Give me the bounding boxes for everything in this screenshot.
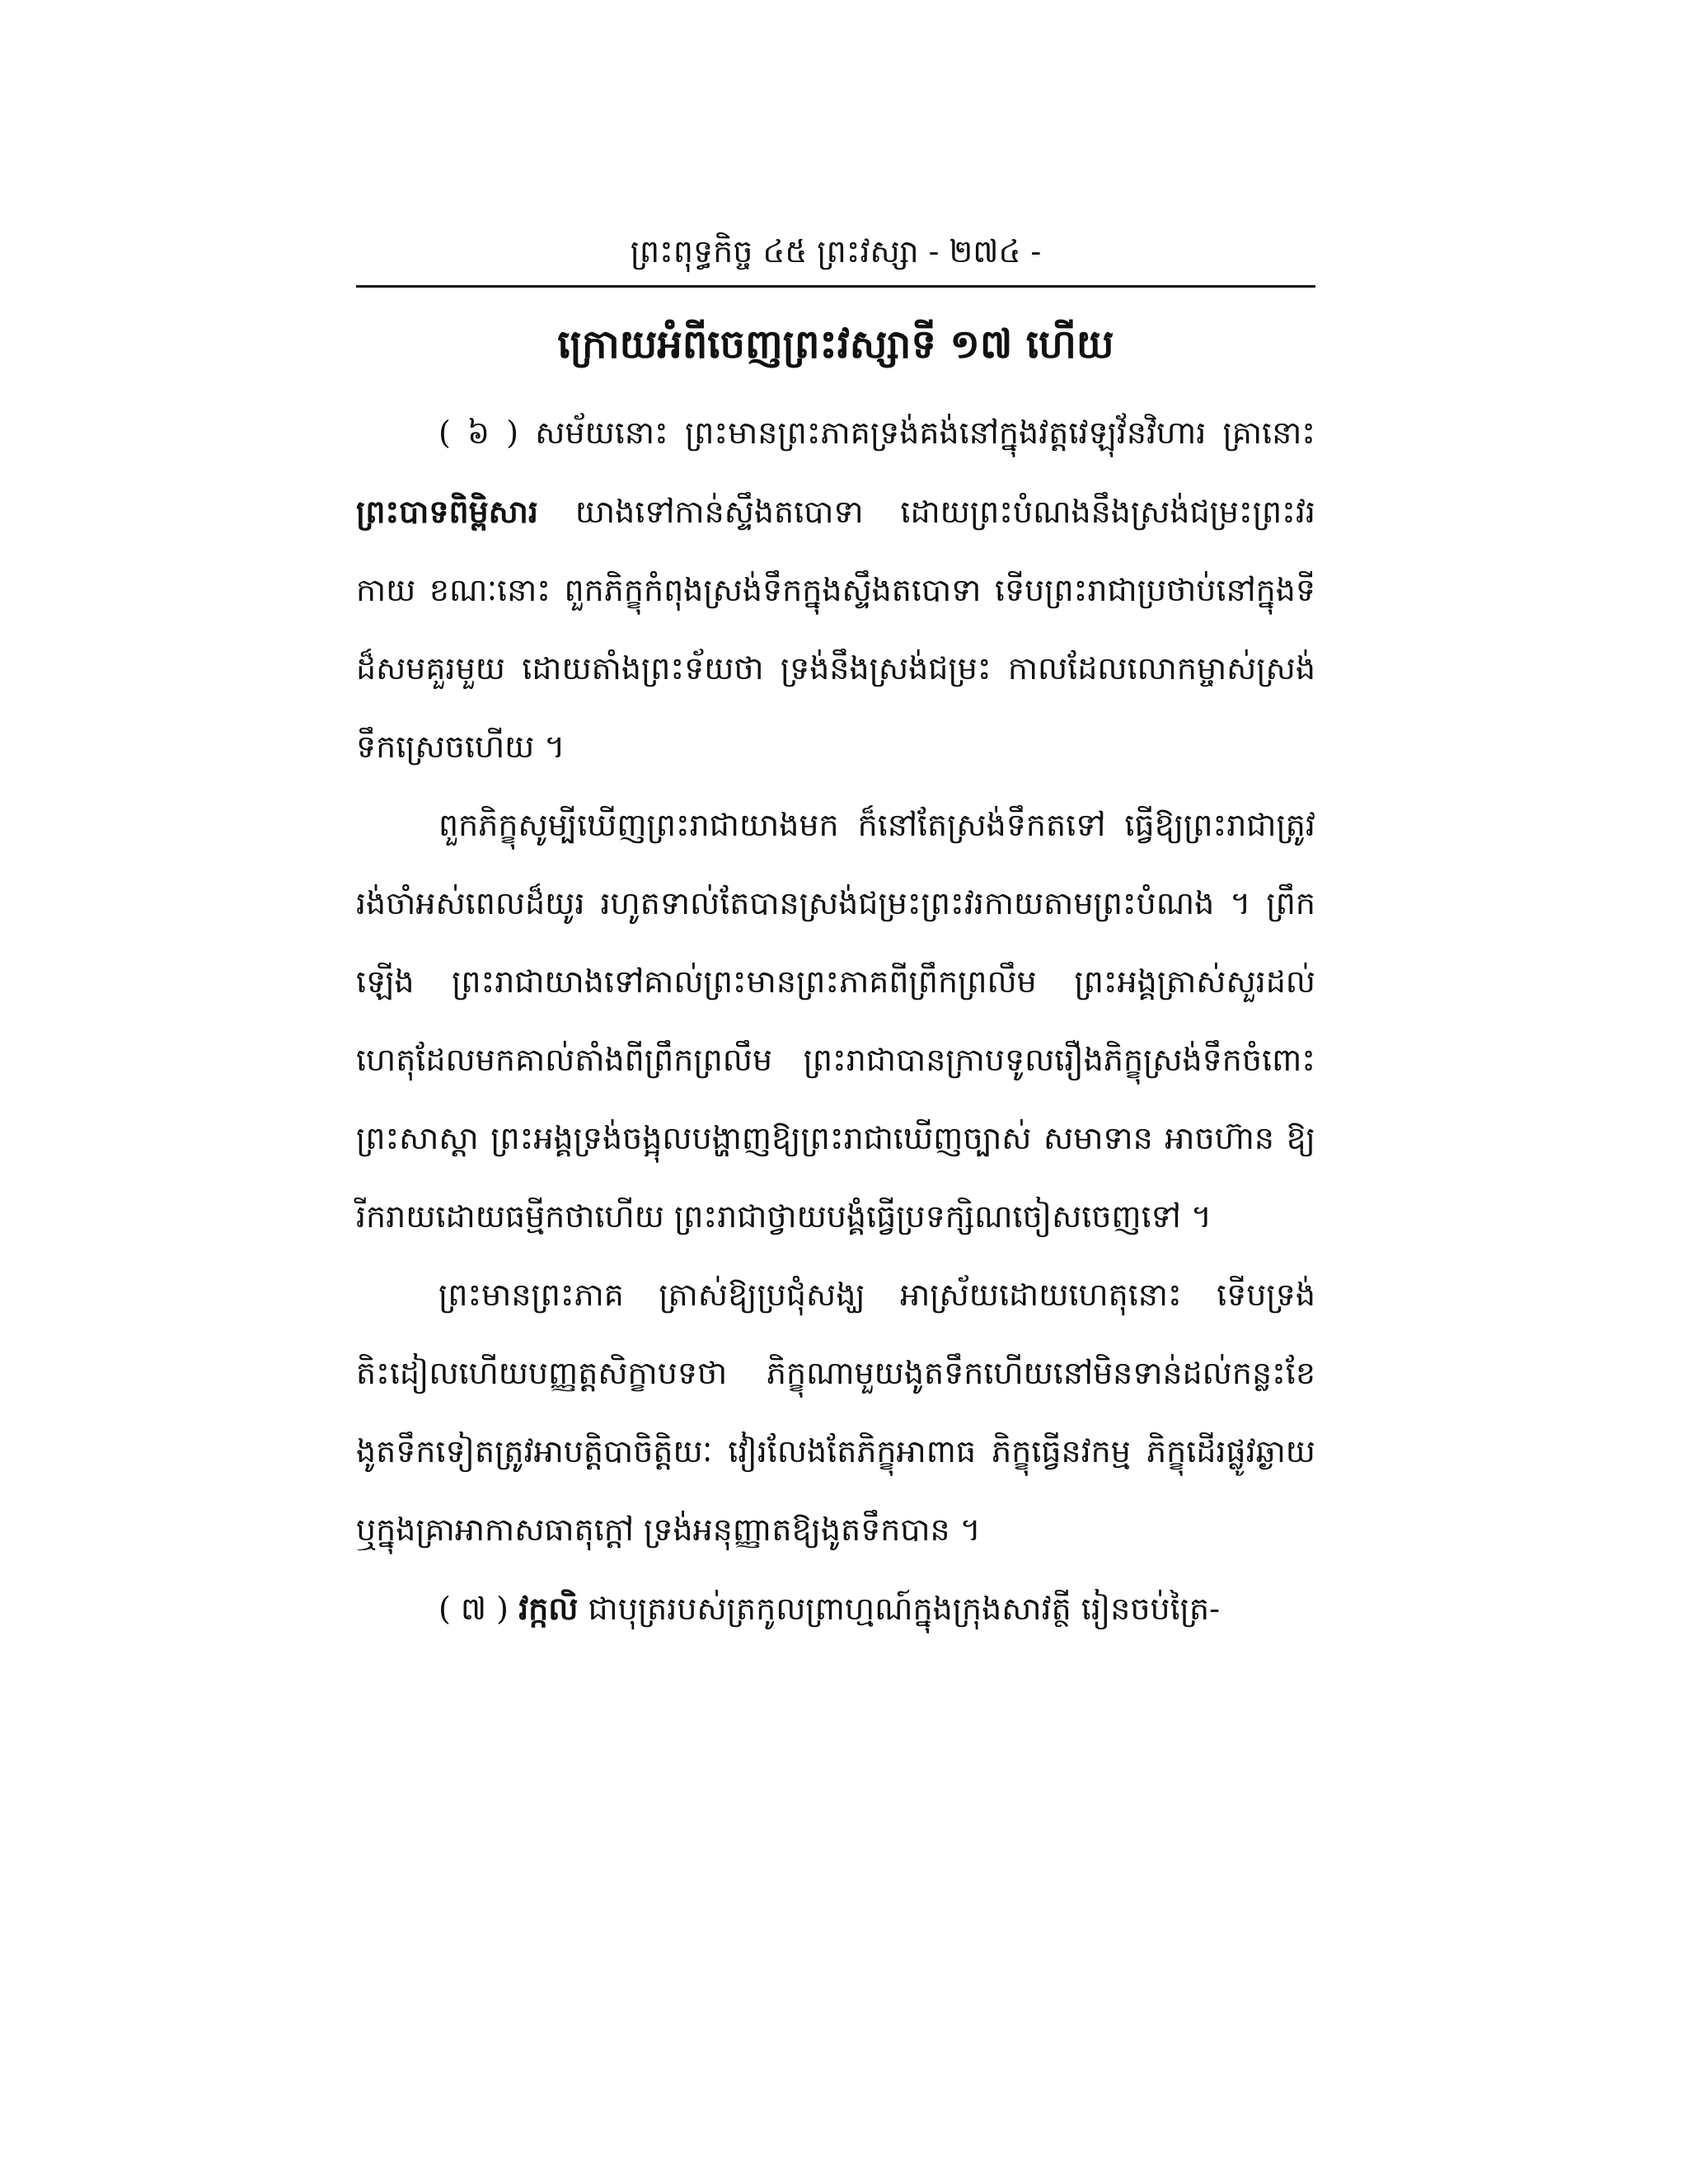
document-page — [356, 223, 1315, 1706]
paragraph-number: ( ៦ ) — [438, 415, 519, 451]
paragraph-text: យាងទៅកាន់ស្ទឹងតបោទា ដោយព្រះបំណងនឹងស្រង់ជម្រះព្រះវរកាយ ខណៈនោះ ពួកភិក្ខុកំពុងស្រង់ទឹកក្នុងស្ទឹងតបោទា ទើបព្រះរាជាប្រថាប់នៅក្នុងទីដ៏សមគួរមួយ ដោយតាំងព្រះទ័យថា ទ្រង់នឹងស្រង់ជម្រះ កាលដែលលោកម្ចាស់ស្រង់ទឹកស្រេចហើយ ។ — [356, 494, 1315, 765]
chapter-title: ក្រោយអំពីចេញព្រះវស្សាទី ១៧ ហើយ — [557, 321, 1114, 368]
monk-name: វក្កលិ — [518, 1590, 579, 1627]
body-text — [356, 394, 1315, 1648]
paragraph-7 — [356, 1569, 1315, 1648]
paragraph-continuation-1 — [356, 786, 1315, 1256]
paragraph-number: ( ៧ ) — [438, 1591, 509, 1627]
paragraph-continuation-2 — [356, 1256, 1315, 1569]
paragraph-text: សម័យនោះ ព្រះមានព្រះភាគទ្រង់គង់នៅក្នុងវត្តវេឡុវ័នវិហារ គ្រានោះ — [535, 415, 1315, 451]
paragraph-text: ព្រះមានព្រះភាគ ត្រាស់ឱ្យប្រជុំសង្ឃ អាស្រ័យដោយហេតុនោះ ទើបទ្រង់តិះដៀលហើយបញ្ញត្តសិក្ខាបទថា ភិក្ខុណាមួយងូតទឹកហើយនៅមិនទាន់ដល់កន្លះខែ ងូតទឹកទៀតត្រូវអាបត្តិបាចិត្តិយៈ វៀរលែងតែភិក្ខុអាពាធ ភិក្ខុធ្វើនវកម្ម ភិក្ខុដើរផ្លូវឆ្ងាយ ឬក្នុងគ្រាអាកាសធាតុក្តៅ ទ្រង់អនុញ្ញាតឱ្យងូតទឹកបាន ។ — [356, 1277, 1315, 1548]
header-rule — [356, 285, 1315, 288]
king-name: ព្រះបាទពិម្ពិសារ — [356, 493, 538, 530]
running-header: ព្រះពុទ្ធកិច្ច ៤៥ ព្រះវស្សា - ២៧៤ - — [630, 233, 1042, 269]
paragraph-6 — [356, 394, 1315, 786]
paragraph-text: ជាបុត្ររបស់ត្រកូលព្រាហ្មណ៍ក្នុងក្រុងសាវត្ថី រៀនចប់ត្រៃ- — [588, 1591, 1220, 1627]
paragraph-text: ពួកភិក្ខុសូម្បីឃើញព្រះរាជាយាងមក ក៏នៅតែស្រង់ទឹកតទៅ ធ្វើឱ្យព្រះរាជាត្រូវរង់ចាំអស់ពេលដ៏យូរ រហូតទាល់តែបានស្រង់ជម្រះព្រះវរកាយតាមព្រះបំណង ។ ព្រឹកឡើង ព្រះរាជាយាងទៅគាល់ព្រះមានព្រះភាគពីព្រឹកព្រលឹម ព្រះអង្គត្រាស់សួរដល់ហេតុដែលមកគាល់តាំងពីព្រឹកព្រលឹម ព្រះរាជាបានក្រាបទូលរឿងភិក្ខុស្រង់ទឹកចំពោះព្រះសាស្តា ព្រះអង្គទ្រង់ចង្អុលបង្ហាញឱ្យព្រះរាជាឃើញច្បាស់ សមាទាន អាចហ៊ាន ឱ្យរីករាយដោយធម្មីកថាហើយ ព្រះរាជាថ្វាយបង្គំធ្វើប្រទក្សិណចៀសចេញទៅ ។ — [356, 807, 1315, 1235]
